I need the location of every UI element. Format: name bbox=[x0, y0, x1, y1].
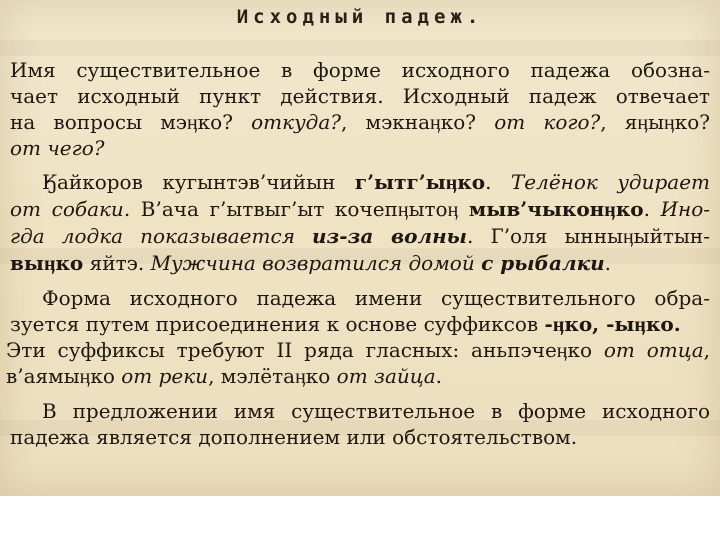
text-line bbox=[10, 312, 710, 336]
text-segment: . bbox=[485, 170, 511, 194]
translation-text: от чего? bbox=[10, 136, 105, 160]
text-line bbox=[42, 170, 710, 194]
text-segment: . bbox=[643, 197, 661, 221]
text-segment: Эти суффиксы требуют II ряда гласных: аньпэчеӊко bbox=[6, 338, 604, 362]
text-line bbox=[10, 136, 710, 160]
translation-text: гда лодка показывается bbox=[10, 224, 312, 248]
text-line bbox=[10, 110, 710, 134]
text-segment: . В’ача г’ытвыг’ыт кочепӊытоӊ bbox=[123, 197, 469, 221]
bold-term: из-за волны bbox=[312, 224, 468, 248]
translation-text: Ино- bbox=[660, 197, 710, 221]
text-segment: , мэкнаӊко? bbox=[341, 110, 495, 134]
text-segment: в’аямыӊко bbox=[6, 364, 122, 388]
text-segment: В предложении имя существительное в форме исходного bbox=[42, 399, 710, 423]
text-segment: Имя существительное в форме исходного падежа обозна- bbox=[10, 58, 710, 82]
translation-text: от зайца bbox=[336, 364, 436, 388]
bold-term: выӊко bbox=[10, 251, 84, 275]
translation-text: от отца bbox=[603, 338, 704, 362]
text-segment: Ӄайкоров кугынтэв’чийын bbox=[42, 170, 355, 194]
translation-text: Телёнок удирает bbox=[510, 170, 711, 194]
text-line bbox=[10, 84, 710, 108]
translation-text: откуда? bbox=[251, 110, 341, 134]
translation-text: от реки bbox=[121, 364, 209, 388]
text-segment: чает исходный пункт действия. Исходный падеж отвечает bbox=[10, 84, 710, 108]
text-segment: . bbox=[604, 251, 612, 275]
text-segment: на вопросы мэӊко? bbox=[10, 110, 252, 134]
text-line bbox=[10, 224, 710, 248]
text-line bbox=[10, 425, 710, 449]
text-segment: . bbox=[435, 364, 442, 388]
bold-term: мыв’чыконӊко bbox=[468, 197, 644, 221]
text-line bbox=[42, 399, 710, 423]
text-segment: яйтэ. bbox=[83, 251, 151, 275]
text-line bbox=[6, 338, 710, 362]
translation-text: от кого? bbox=[494, 110, 601, 134]
bold-term: -ӊко, -ыӊко. bbox=[544, 312, 681, 336]
bold-term: г’ытг’ыӊко bbox=[354, 170, 486, 194]
text-line bbox=[6, 364, 710, 388]
text-segment: . Г’оля ынныӊыйтын- bbox=[467, 224, 710, 248]
bold-term: с рыбалки bbox=[481, 251, 605, 275]
text-line bbox=[10, 197, 710, 221]
page-title: Исходный падеж. bbox=[236, 6, 484, 28]
text-segment: , мэлётаӊко bbox=[208, 364, 337, 388]
text-segment: падежа является дополнением или обстоятельством. bbox=[10, 425, 578, 449]
bleed-through bbox=[0, 40, 720, 56]
text-segment: зуется путем присоединения к основе суффиксов bbox=[10, 312, 545, 336]
text-line bbox=[10, 58, 710, 82]
translation-text: от собаки bbox=[10, 197, 124, 221]
translation-text: Мужчина возвратился домой bbox=[150, 251, 482, 275]
text-segment: , яӊыӊко? bbox=[600, 110, 710, 134]
text-line bbox=[10, 251, 710, 275]
text-segment: , bbox=[703, 338, 710, 362]
text-line bbox=[42, 286, 710, 310]
text-segment: Форма исходного падежа имени существительного обра- bbox=[42, 286, 710, 310]
